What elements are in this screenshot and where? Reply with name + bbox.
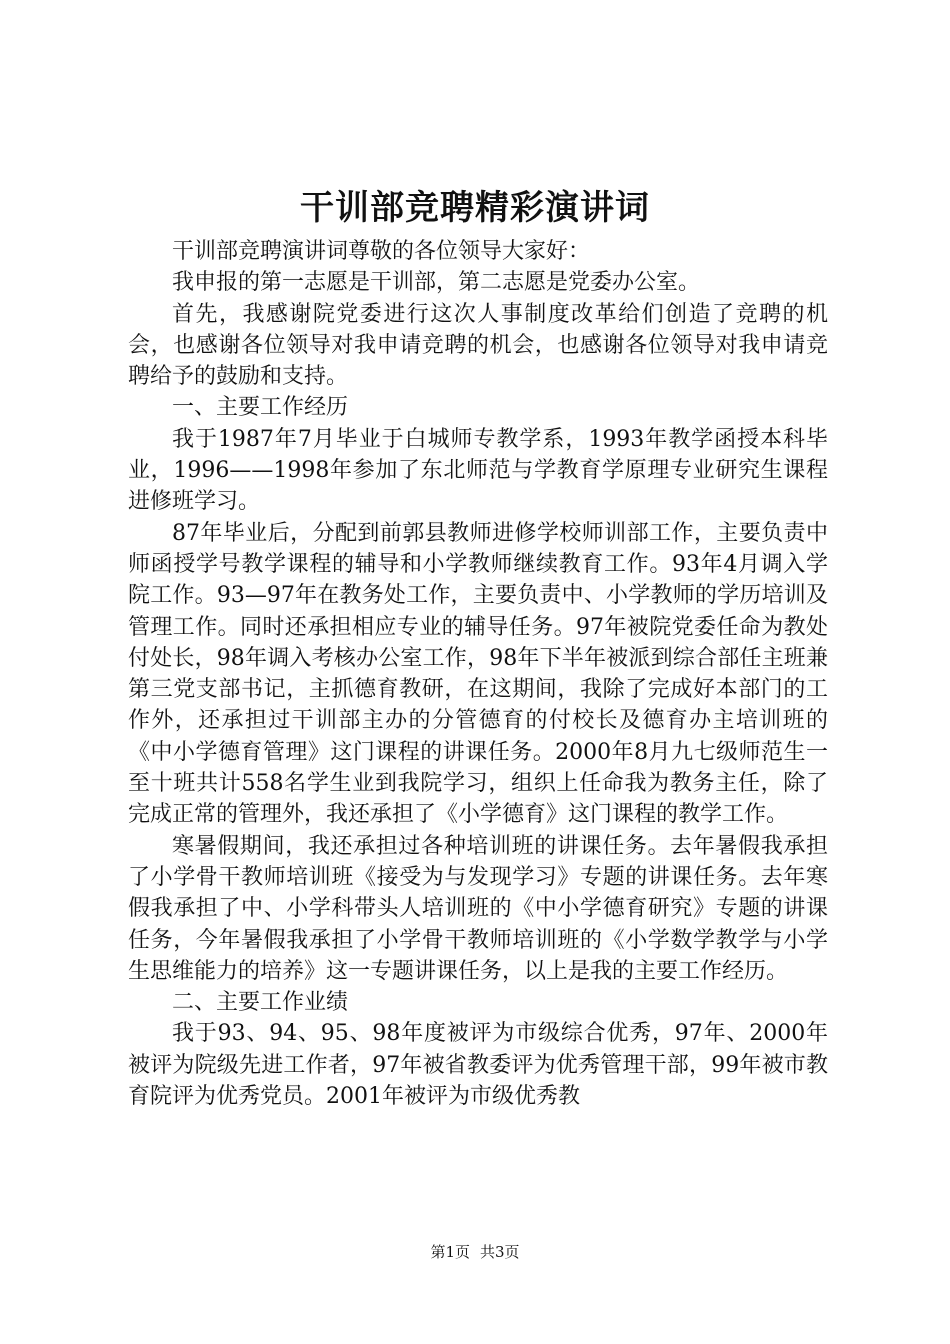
- section-heading-achievements: 二、主要工作业绩: [172, 990, 349, 1016]
- page-number: 第1页: [430, 1243, 470, 1261]
- paragraph-greeting: 干训部竞聘演讲词尊敬的各位领导大家好：: [172, 239, 591, 264]
- paragraph-training-tasks: 寒暑假期间，我还承担过各种培训班的讲课任务。去年暑假我承担了小学骨干教师培训班《接受为与发现学习》专题的讲课任务。去年寒假我承担了中、小学科带头人培训班的《中小学德育研究》专题的讲课任务，今年暑假我承担了小学骨干教师培训班的《小学数学教学与小学生思维能力的培养》这一专题讲课任务，以上是我的主要工作经历。: [128, 833, 828, 984]
- page-total: 共3页: [480, 1243, 520, 1261]
- paragraph-education: 我于1987年7月毕业于白城师专教学系，1993年教学函授本科毕业，1996——1998年参加了东北师范与学教育学原理专业研究生课程进修班学习。: [128, 426, 828, 515]
- paragraph-awards: 我于93、94、95、98年度被评为市级综合优秀，97年、2000年被评为院级先进工作者，97年被省教委评为优秀管理干部，99年被市教育院评为优秀党员。2001年被评为市级优秀教: [128, 1021, 828, 1110]
- paragraph-aspiration: 我申报的第一志愿是干训部，第二志愿是党委办公室。: [172, 270, 701, 296]
- paragraph-work-history: 87年毕业后，分配到前郭县教师进修学校师训部工作，主要负责中师函授学号教学课程的辅导和小学教师继续教育工作。93年4月调入学院工作。93—97年在教务处工作，主要负责中、小学教师的学历培训及管理工作。同时还承担相应专业的辅导任务。97年被院党委任命为教处付处长，98年调入考核办公室工作，98年下半年被派到综合部任主班兼第三党支部书记，主抓德育教研，在这期间，我除了完成好本部门的工作外，还承担过干训部主办的分管德育的付校长及德育办主培训班的《中小学德育管理》这门课程的讲课任务。2000年8月九七级师范生一至十班共计558名学生业到我院学习，组织上任命我为教务主任，除了完成正常的管理外，我还承担了《小学德育》这门课程的教学工作。: [128, 520, 828, 828]
- section-heading-experience: 一、主要工作经历: [172, 395, 349, 421]
- document-body: [128, 236, 828, 1112]
- page-footer: [0, 1242, 950, 1262]
- paragraph-thanks: 首先，我感谢院党委进行这次人事制度改革给们创造了竞聘的机会，也感谢各位领导对我申请竞聘的机会，也感谢各位领导对我申请竞聘给予的鼓励和支持。: [128, 301, 828, 390]
- document-title: 干训部竞聘精彩演讲词: [300, 188, 650, 228]
